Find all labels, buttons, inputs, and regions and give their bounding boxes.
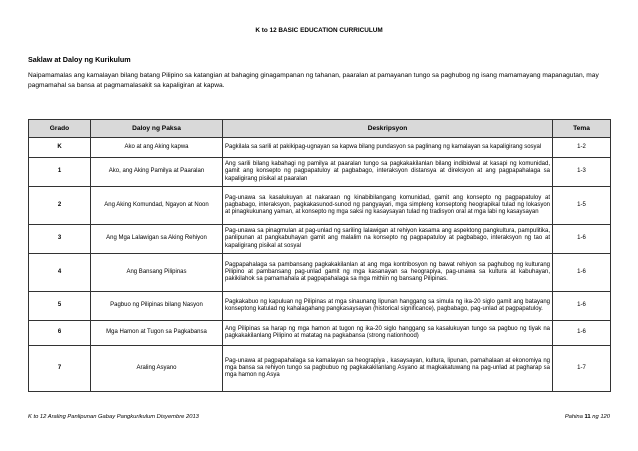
header-deskripsyon: Deskripsyon <box>223 120 553 138</box>
paksa-cell: Ako, ang Aking Pamilya at Paaralan <box>91 158 223 187</box>
description-cell: Pag-unawa sa kasalukuyan at nakaraan ng kinabibilangang komunidad, gamit ang konsepto ng pagpapatuloy at pagbabago, interaksyon, pagkakasunod-sunod ng pangyayari, mga simpleng konseptong heograpikal tulad ng lokasyon at pinagkukunang yaman, at konsepto ng mga saksi ng kasaysayan tulad ng tradisyon oral at mga labi ng kasaysayan <box>223 187 553 225</box>
grade-cell: 4 <box>29 254 91 292</box>
header-tema: Tema <box>553 120 611 138</box>
grade-cell: K <box>29 138 91 158</box>
paksa-cell: Pagbuo ng Pilipinas bilang Nasyon <box>91 292 223 321</box>
paksa-cell: Mga Hamon at Tugon sa Pagkabansa <box>91 321 223 346</box>
tema-cell: 1-2 <box>553 138 611 158</box>
curriculum-table <box>28 119 611 392</box>
table-row <box>29 292 611 321</box>
intro-paragraph: Naipamamalas ang kamalayan bilang batang Pilipino sa katangian at bahaging ginagampanan ng tahanan, paaralan at pamayanan tungo sa paghubog ng isang mamamayang mapanagutan, may pagmamahal sa bansa at pagmamalasakit sa kapaligiran at kapwa. <box>28 72 599 89</box>
paksa-cell: Ang Aking Komundad, Ngayon at Noon <box>91 187 223 225</box>
grade-cell: 1 <box>29 158 91 187</box>
grade-cell: 3 <box>29 225 91 254</box>
tema-cell: 1-6 <box>553 254 611 292</box>
tema-cell: 1-6 <box>553 321 611 346</box>
header-paksa: Daloy ng Paksa <box>91 120 223 138</box>
paksa-cell: Araling Asyano <box>91 346 223 392</box>
tema-cell: 1-6 <box>553 225 611 254</box>
paksa-cell: Ang Mga Lalawigan sa Aking Rehiyon <box>91 225 223 254</box>
paksa-cell: Ang Bansang Pilipinas <box>91 254 223 292</box>
table-row <box>29 321 611 346</box>
table-row <box>29 187 611 225</box>
table-row <box>29 158 611 187</box>
grade-cell: 7 <box>29 346 91 392</box>
table-header-row <box>29 120 611 138</box>
description-cell: Pagkakabuo ng kapuluan ng Pilipinas at mga sinaunang lipunan hanggang sa simula ng ika-20 siglo gamit ang batayang konseptong katulad ng kahalagahang pangkasaysayan (historical significance), pagbabago, pag-unlad at pagpapatuloy. <box>223 292 553 321</box>
header-grado: Grado <box>29 120 91 138</box>
footer-document-name: K to 12 Araling Panlipunan Gabay Pangkurikulum Disyembre 2013 <box>28 414 199 420</box>
description-cell: Pag-unawa sa pinagmulan at pag-unlad ng sariling lalawigan at rehiyon kasama ang aspektong pangkultura, pampulitika, panlipunan at pangkabuhayan gamit ang malalim na konsepto ng pagpapatuloy at pagbabago, interaksyon ng tao at kapaligirang pisikal at sosyal <box>223 225 553 254</box>
table-row <box>29 225 611 254</box>
grade-cell: 6 <box>29 321 91 346</box>
tema-cell: 1-7 <box>553 346 611 392</box>
paksa-cell: Ako at ang Aking kapwa <box>91 138 223 158</box>
description-cell: Pagkilala sa sarili at pakikipag-ugnayan sa kapwa bilang pundasyon sa paglinang ng kamalayan sa kapaligirang sosyal <box>223 138 553 158</box>
footer-page-word: Pahina <box>564 414 583 420</box>
description-cell: Ang sarili bilang kabahagi ng pamilya at paaralan tungo sa pagkakakilanlan bilang indibidwal at kasapi ng komunidad, gamit ang konsepto ng pagpapatuloy at pagbabago, interaksyon distansya at direksyon at ang pagpapahalaga sa kapaligirang pisikal at paaralan <box>223 158 553 187</box>
tema-cell: 1-6 <box>553 292 611 321</box>
description-cell: Pagpapahalaga sa pambansang pagkakakilanlan at ang mga kontribosyon ng bawat rehiyon sa paghubog ng kulturang Pilipino at pambansang pag-unlad gamit ng mga kasanayan sa heograpiya, pag-unawa sa kultura at kabuhayan, pakikilahok sa pamamahala at pagpapahalaga sa mga mithiin ng bansang Pilipinas. <box>223 254 553 292</box>
section-title: Saklaw at Daloy ng Kurikulum <box>28 55 131 64</box>
table-row <box>29 254 611 292</box>
description-cell: Pag-unawa at pagpapahalaga sa kamalayan sa heograpiya , kasaysayan, kultura, lipunan, pamahalaan at ekonomiya ng mga bansa sa rehiyon tungo sa pagbubuo ng pagkakakilanlang Asyano at magkakatuwang na pag-unlad at pagharap sa mga hamon ng Asya <box>223 346 553 392</box>
footer-page-number <box>565 414 610 420</box>
grade-cell: 5 <box>29 292 91 321</box>
footer-page-total: ng 120 <box>592 414 610 420</box>
tema-cell: 1-3 <box>553 158 611 187</box>
table-row <box>29 346 611 392</box>
document-header: K to 12 BASIC EDUCATION CURRICULUM <box>255 27 383 34</box>
grade-cell: 2 <box>29 187 91 225</box>
tema-cell: 1-5 <box>553 187 611 225</box>
table-row <box>29 138 611 158</box>
description-cell: Ang Pilipinas sa harap ng mga hamon at tugon ng ika-20 siglo hanggang sa kasalukuyan tungo sa pagbuo ng tiyak na pagkakakilanlang Pilipino at matatag na pagkabansa (strong nationhood) <box>223 321 553 346</box>
footer-page-current: 11 <box>584 414 591 420</box>
